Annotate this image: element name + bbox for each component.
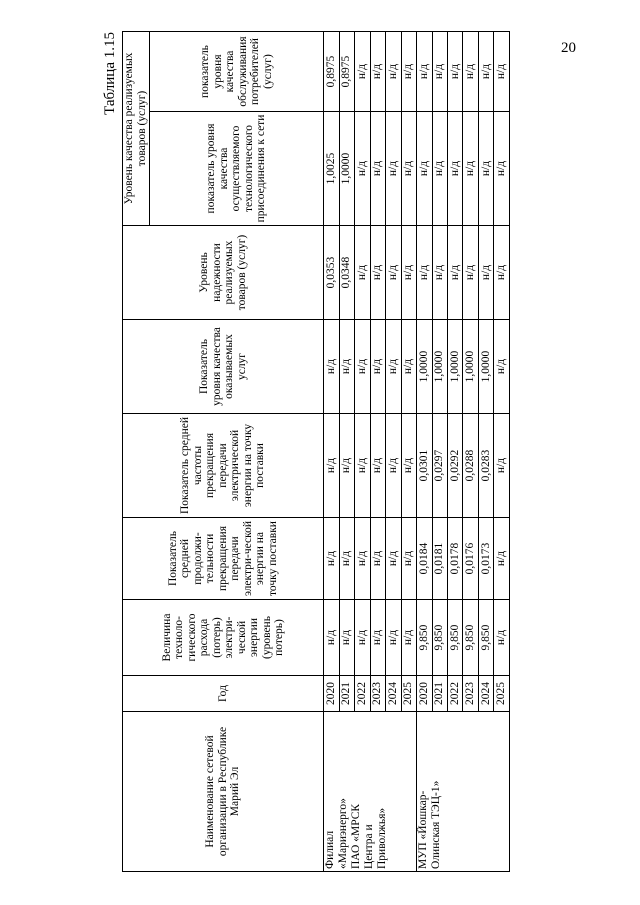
rotated-table-frame: [100, 32, 510, 872]
cell-consumer-service: н/д: [401, 32, 416, 112]
cell-duration: н/д: [494, 518, 510, 600]
org-name-line: Центра и: [363, 824, 376, 869]
cell-duration: 0,0176: [463, 518, 478, 600]
cell-year: 2025: [494, 676, 510, 712]
cell-reliability: 0,0348: [339, 226, 354, 320]
header-frequency: Показатель средней частоты прекращения передачи электрической энергии на точку поставки: [123, 414, 324, 518]
cell-frequency: н/д: [401, 414, 416, 518]
cell-duration: 0,0173: [478, 518, 493, 600]
cell-loss: н/д: [324, 600, 339, 676]
cell-tech-connection: н/д: [478, 112, 493, 226]
cell-year: 2025: [401, 676, 416, 712]
cell-service-quality: 1,0000: [432, 320, 447, 414]
cell-service-quality: н/д: [324, 320, 339, 414]
cell-loss: н/д: [339, 600, 354, 676]
org-name-line: Приволжья»: [376, 807, 389, 869]
table-row: [324, 32, 339, 872]
cell-year: 2021: [339, 676, 354, 712]
cell-service-quality: н/д: [355, 320, 370, 414]
cell-service-quality: н/д: [401, 320, 416, 414]
cell-consumer-service: н/д: [355, 32, 370, 112]
cell-frequency: 0,0283: [478, 414, 493, 518]
cell-duration: н/д: [339, 518, 354, 600]
cell-consumer-service: н/д: [370, 32, 385, 112]
org-name-cell: [324, 712, 417, 872]
cell-frequency: н/д: [355, 414, 370, 518]
cell-service-quality: 1,0000: [417, 320, 432, 414]
header-tech-connection: показатель уровня качества осуществляемого технологического присоединения к сети: [149, 112, 323, 226]
cell-loss: н/д: [494, 600, 510, 676]
cell-service-quality: н/д: [386, 320, 401, 414]
cell-reliability: н/д: [417, 226, 432, 320]
cell-year: 2021: [432, 676, 447, 712]
cell-tech-connection: 1,0025: [324, 112, 339, 226]
cell-tech-connection: н/д: [447, 112, 462, 226]
cell-year: 2023: [463, 676, 478, 712]
cell-frequency: 0,0301: [417, 414, 432, 518]
cell-duration: н/д: [386, 518, 401, 600]
org-name-cell: [417, 712, 510, 872]
cell-year: 2024: [478, 676, 493, 712]
org-name-line: Филиал: [324, 830, 337, 869]
cell-year: 2023: [370, 676, 385, 712]
cell-duration: н/д: [355, 518, 370, 600]
header-reliability: Уровень надежности реализуемых товаров (услуг): [123, 226, 324, 320]
cell-duration: 0,0181: [432, 518, 447, 600]
cell-loss: н/д: [355, 600, 370, 676]
cell-consumer-service: 0,8975: [339, 32, 354, 112]
cell-duration: н/д: [324, 518, 339, 600]
cell-consumer-service: н/д: [463, 32, 478, 112]
cell-service-quality: 1,0000: [478, 320, 493, 414]
cell-loss: 9,850: [417, 600, 432, 676]
cell-year: 2022: [355, 676, 370, 712]
cell-reliability: н/д: [478, 226, 493, 320]
cell-reliability: 0,0353: [324, 226, 339, 320]
cell-service-quality: 1,0000: [463, 320, 478, 414]
cell-year: 2020: [417, 676, 432, 712]
cell-loss: н/д: [370, 600, 385, 676]
cell-consumer-service: н/д: [386, 32, 401, 112]
cell-tech-connection: н/д: [370, 112, 385, 226]
cell-duration: 0,0178: [447, 518, 462, 600]
cell-tech-connection: н/д: [463, 112, 478, 226]
cell-frequency: н/д: [494, 414, 510, 518]
cell-loss: 9,850: [463, 600, 478, 676]
cell-service-quality: н/д: [370, 320, 385, 414]
cell-tech-connection: н/д: [494, 112, 510, 226]
header-duration: Показатель средней продолжи-тельности прекращения передачи электри-ческой энергии на точку поставки: [123, 518, 324, 600]
cell-loss: 9,850: [447, 600, 462, 676]
cell-consumer-service: н/д: [432, 32, 447, 112]
cell-loss: н/д: [401, 600, 416, 676]
cell-year: 2020: [324, 676, 339, 712]
cell-tech-connection: н/д: [432, 112, 447, 226]
cell-service-quality: н/д: [339, 320, 354, 414]
table-caption: Таблица 1.15: [102, 32, 118, 115]
org-name-line: ПАО «МРСК: [350, 803, 363, 869]
cell-reliability: н/д: [463, 226, 478, 320]
cell-tech-connection: н/д: [386, 112, 401, 226]
cell-frequency: н/д: [386, 414, 401, 518]
cell-duration: н/д: [370, 518, 385, 600]
page-number: 20: [561, 40, 576, 56]
cell-loss: 9,850: [478, 600, 493, 676]
cell-service-quality: н/д: [494, 320, 510, 414]
cell-duration: н/д: [401, 518, 416, 600]
header-year: Год: [123, 676, 324, 712]
header-consumer-service: показатель уровня качества обслуживания потребителей (услуг): [149, 32, 323, 112]
cell-reliability: н/д: [386, 226, 401, 320]
cell-year: 2022: [447, 676, 462, 712]
cell-consumer-service: 0,8975: [324, 32, 339, 112]
cell-tech-connection: н/д: [417, 112, 432, 226]
cell-frequency: н/д: [324, 414, 339, 518]
data-table: [122, 31, 510, 872]
header-quality-group: Уровень качества реализуемых товаров (услуг): [123, 32, 150, 226]
cell-reliability: н/д: [370, 226, 385, 320]
cell-frequency: 0,0288: [463, 414, 478, 518]
header-org: Наименование сетевой организации в Республике Марий Эл: [123, 712, 324, 872]
cell-reliability: н/д: [401, 226, 416, 320]
cell-frequency: 0,0297: [432, 414, 447, 518]
header-row-1: [123, 32, 150, 872]
header-loss: Величина техноло-гического расхода (потерь) электри-ческой энергии (уровень потерь): [123, 600, 324, 676]
cell-reliability: н/д: [355, 226, 370, 320]
cell-reliability: н/д: [494, 226, 510, 320]
cell-loss: 9,850: [432, 600, 447, 676]
cell-service-quality: 1,0000: [447, 320, 462, 414]
cell-consumer-service: н/д: [478, 32, 493, 112]
cell-consumer-service: н/д: [494, 32, 510, 112]
cell-consumer-service: н/д: [417, 32, 432, 112]
org-name-line: Олинская ТЭЦ-1»: [430, 780, 443, 869]
table-row: [417, 32, 432, 872]
cell-duration: 0,0184: [417, 518, 432, 600]
cell-frequency: 0,0292: [447, 414, 462, 518]
cell-reliability: н/д: [432, 226, 447, 320]
cell-consumer-service: н/д: [447, 32, 462, 112]
cell-frequency: н/д: [339, 414, 354, 518]
cell-tech-connection: н/д: [355, 112, 370, 226]
org-name-line: МУП «Йошкар-: [417, 790, 430, 869]
cell-loss: н/д: [386, 600, 401, 676]
cell-tech-connection: н/д: [401, 112, 416, 226]
cell-frequency: н/д: [370, 414, 385, 518]
cell-tech-connection: 1,0000: [339, 112, 354, 226]
cell-year: 2024: [386, 676, 401, 712]
header-service-quality: Показатель уровня качества оказываемых услуг: [123, 320, 324, 414]
org-name-line: «Мариэнерго»: [337, 798, 350, 869]
cell-reliability: н/д: [447, 226, 462, 320]
